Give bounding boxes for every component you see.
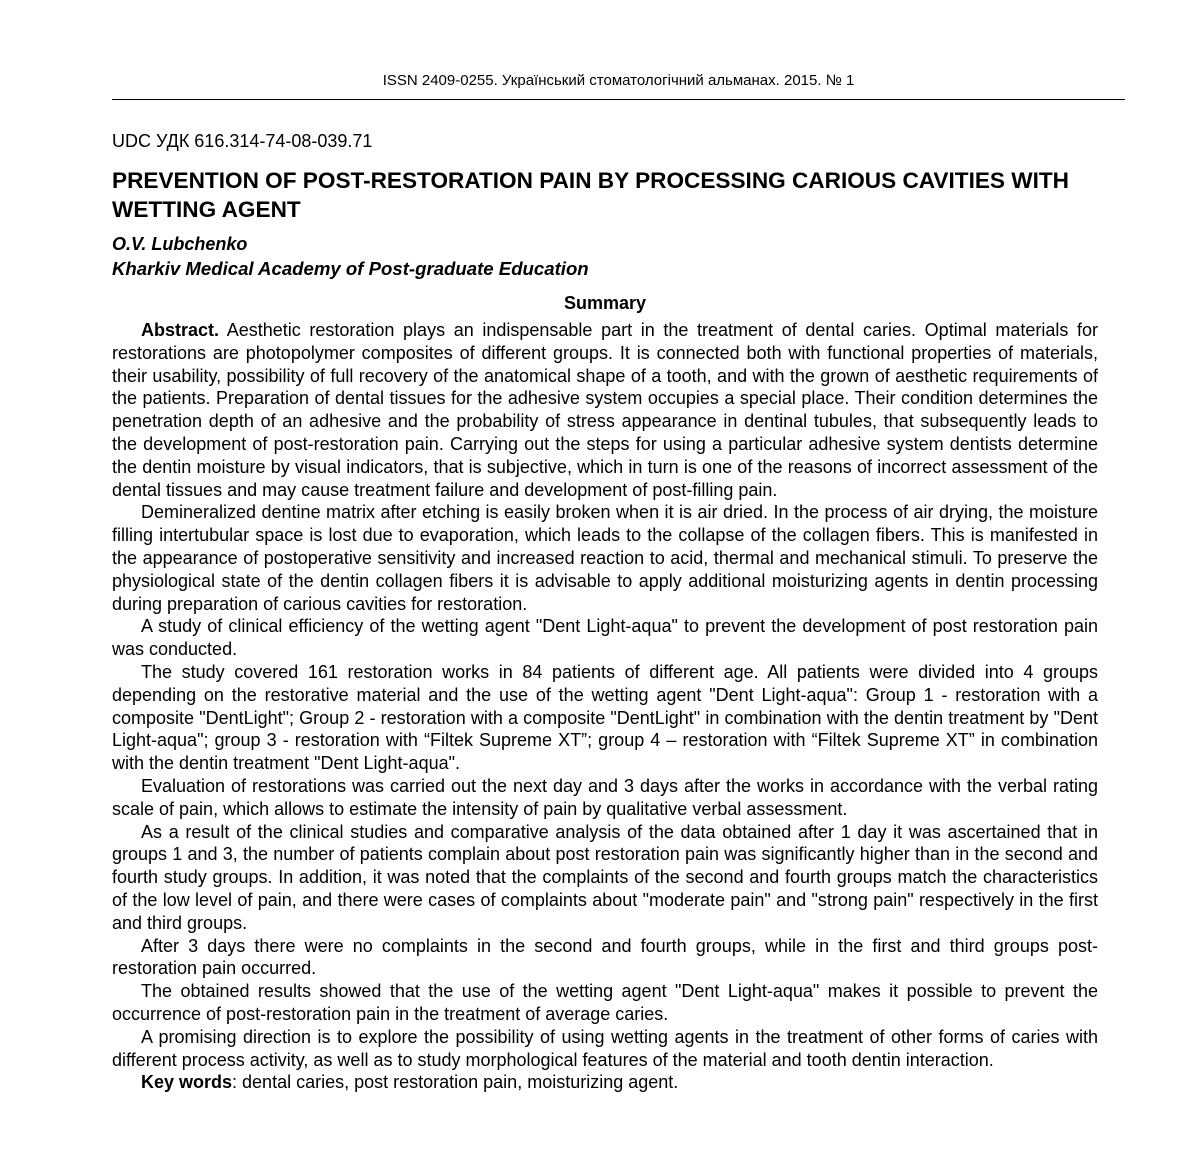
body-paragraph: As a result of the clinical studies and comparative analysis of the data obtained after 1 day it was ascertained that in groups 1 and 3, the number of patients complain about post restoration pain was significantly higher than in the second and fourth study groups. In addition, it was noted that the complaints of the second and fourth groups match the characteristics of the low level of pain, and there were cases of complaints about "moderate pain" and "strong pain" respectively in the first and third groups. (112, 821, 1098, 933)
abstract-label: Abstract. (141, 320, 220, 340)
udc-code: UDC УДК 616.314-74-08-039.71 (112, 131, 373, 151)
paragraph-text: Aesthetic restoration plays an indispensable part in the treatment of dental caries. Optimal materials for restorations are photopolymer composites of different groups. It is connected both with functional properties of materials, their usability, possibility of full recovery of the anatomical shape of a tooth, and with the grown of aesthetic requirements of the patients. Preparation of dental tissues for the adhesive system occupies a special place. Their condition determines the penetration depth of an adhesive and the probability of stress appearance in dentinal tubules, that subsequently leads to the development of post-restoration pain. Carrying out the steps for using a particular adhesive system dentists determine the dentin moisture by visual indicators, that is subjective, which in turn is one of the reasons of incorrect assessment of the dental tissues and may cause treatment failure and development of post-filling pain. (112, 320, 1098, 500)
author-affiliation: Kharkiv Medical Academy of Post-graduate Education (112, 258, 589, 279)
body-paragraph: The obtained results showed that the use of the wetting agent "Dent Light-aqua" makes it possible to prevent the occurrence of post-restoration pain in the treatment of average caries. (112, 981, 1098, 1024)
header-rule (112, 99, 1125, 100)
article-title: PREVENTION OF POST-RESTORATION PAIN BY PROCESSING CARIOUS CAVITIES WITH WETTING AGENT (112, 168, 1069, 222)
body-paragraph: The study covered 161 restoration works in 84 patients of different age. All patients were divided into 4 groups depending on the restorative material and the use of the wetting agent "Dent Light-aqua": Group 1 - restoration with a composite "DentLight"; Group 2 - restoration with a composite "DentLight" in combination with the dentin treatment by "Dent Light-aqua"; group 3 - restoration with “Filtek Supreme XT”; group 4 – restoration with “Filtek Supreme XT” in combination with the dentin treatment "Dent Light-aqua". (112, 661, 1098, 774)
body-paragraph: Evaluation of restorations was carried out the next day and 3 days after the works in accordance with the verbal rating scale of pain, which allows to estimate the intensity of pain by qualitative verbal assessment. (112, 775, 1098, 819)
keywords-label: Key words (141, 1072, 233, 1093)
running-head: ISSN 2409-0255. Український стоматологічний альманах. 2015. № 1 (382, 72, 855, 89)
body-paragraph: A promising direction is to explore the possibility of using wetting agents in the treatment of other forms of caries with different process activity, as well as to study morphological features of the material and tooth dentin interaction. (112, 1026, 1098, 1070)
body-paragraph: A study of clinical efficiency of the wetting agent "Dent Light-aqua" to prevent the development of post restoration pain was conducted. (112, 616, 1098, 660)
author-name: O.V. Lubchenko (112, 234, 248, 254)
body-paragraph: After 3 days there were no complaints in the second and fourth groups, while in the first and third groups post-restoration pain occurred. (112, 935, 1098, 979)
keywords-text: : dental caries, post restoration pain, moisturizing agent. (232, 1072, 679, 1093)
summary-heading: Summary (563, 293, 647, 313)
body-paragraph: Demineralized dentine matrix after etching is easily broken when it is air dried. In the process of air drying, the moisture filling intertubular space is lost due to evaporation, which leads to the collapse of the collagen fibers. This is manifested in the appearance of postoperative sensitivity and increased reaction to acid, thermal and mechanical stimuli. To preserve the physiological state of the dentin collagen fibers it is advisable to apply additional moisturizing agents in dentin processing during preparation of carious cavities for restoration. (112, 502, 1098, 614)
abstract-paragraph (112, 319, 1098, 501)
abstract-body (112, 319, 1098, 1094)
keywords-paragraph (112, 1071, 1098, 1094)
